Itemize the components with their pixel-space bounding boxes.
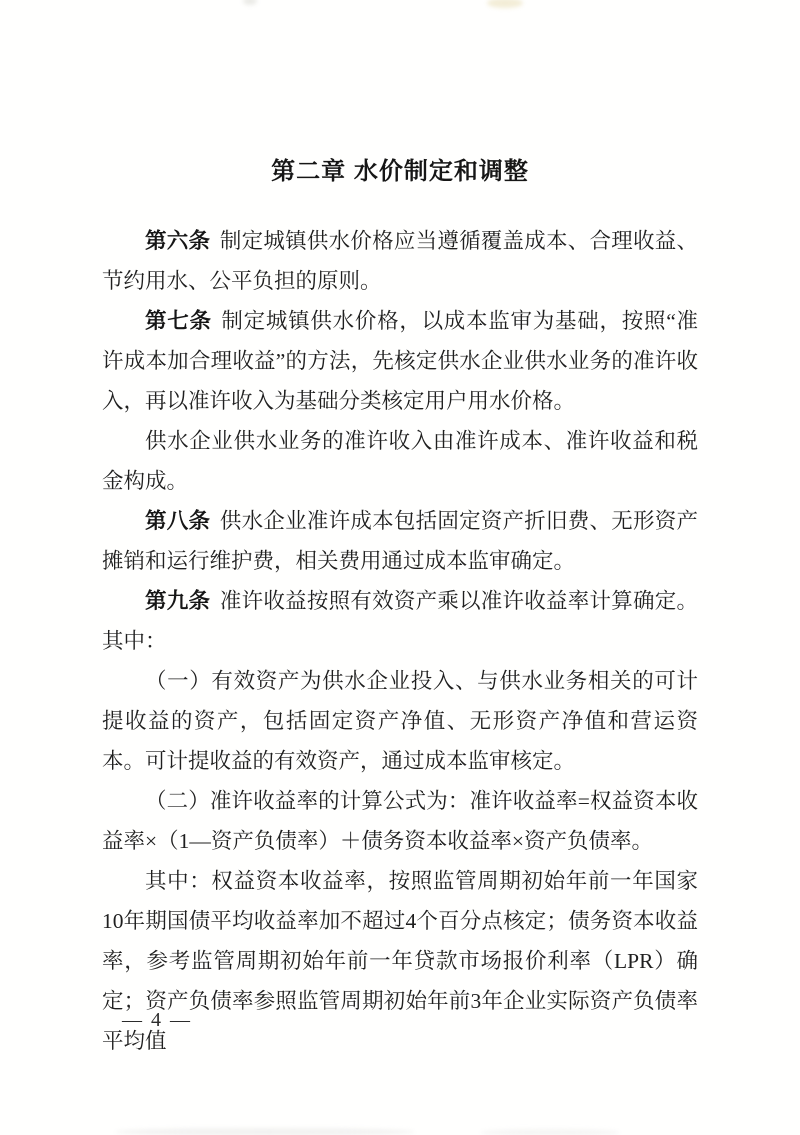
scan-artifact (487, 0, 523, 8)
article-number: 第九条 (145, 589, 211, 613)
article-number: 第七条 (145, 309, 212, 333)
article-number: 第八条 (145, 509, 211, 533)
document-body (102, 221, 698, 1061)
chapter-title: 第二章 水价制定和调整 (271, 158, 529, 185)
paragraph-text: 准许收益按照有效资产乘以准许收益率计算确定。其中： (102, 589, 698, 653)
paragraph-item-2 (102, 781, 698, 861)
paragraph-item-1 (102, 661, 698, 781)
paragraph-article-9 (102, 581, 698, 661)
paragraph-article-7 (102, 301, 698, 421)
page-number: — 4 — (122, 1009, 192, 1031)
paragraph-permitted-income (102, 421, 698, 501)
scan-artifact (243, 0, 257, 5)
paragraph-text: 供水企业准许成本包括固定资产折旧费、无形资产摊销和运行维护费，相关费用通过成本监审确定。 (102, 509, 698, 573)
paragraph-text: 供水企业供水业务的准许收入由准许成本、准许收益和税金构成。 (102, 429, 698, 493)
paragraph-article-6 (102, 221, 698, 301)
paragraph-text: 其中：权益资本收益率，按照监管周期初始年前一年国家10年期国债平均收益率加不超过4个百分点核定；债务资本收益率，参考监管周期初始年前一年贷款市场报价利率（LPR）确定；资产负债率参照监管周期初始年前3年企业实际资产负债率平均值 (102, 869, 698, 1053)
article-number: 第六条 (145, 229, 211, 253)
paragraph-article-8 (102, 501, 698, 581)
scan-artifact (480, 1129, 620, 1135)
scan-artifact (115, 1128, 415, 1135)
paragraph-text: （一）有效资产为供水企业投入、与供水业务相关的可计提收益的资产，包括固定资产净值、无形资产净值和营运资本。可计提收益的有效资产，通过成本监审核定。 (102, 669, 698, 773)
paragraph-text: 制定城镇供水价格应当遵循覆盖成本、合理收益、节约用水、公平负担的原则。 (102, 229, 698, 293)
paragraph-text: （二）准许收益率的计算公式为：准许收益率=权益资本收益率×（1—资产负债率）＋债务资本收益率×资产负债率。 (102, 789, 698, 853)
paragraph-text: 制定城镇供水价格，以成本监审为基础，按照“准许成本加合理收益”的方法，先核定供水企业供水业务的准许收入，再以准许收入为基础分类核定用户用水价格。 (102, 309, 698, 413)
